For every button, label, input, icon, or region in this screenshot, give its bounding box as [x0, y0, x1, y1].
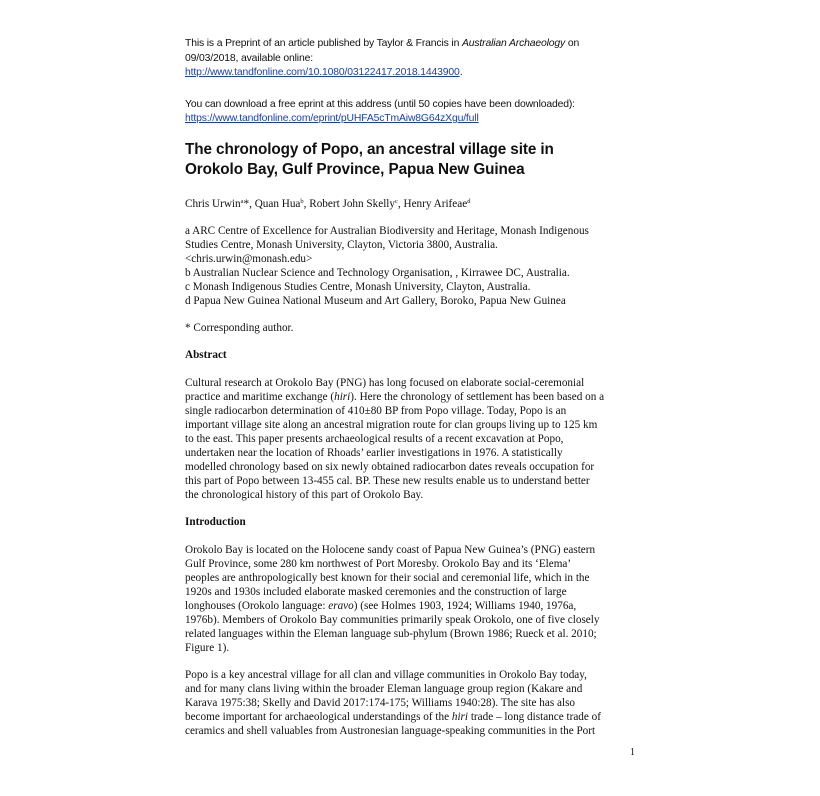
paragraph-line: Karava 1975:38; Skelly and David 2017:174-175; Williams 1940:28). The site has also: [185, 696, 576, 709]
author-affil-sup: d: [467, 197, 471, 205]
paragraph-line: peoples are anthropologically best known for their social and ceremonial life, which in the: [185, 571, 590, 584]
eprint-notice: [185, 98, 637, 127]
affiliation-a: a ARC Centre of Excellence for Australian Biodiversity and Heritage, Monash Indigenous: [185, 224, 589, 237]
preprint-line-2: 09/03/2018, available online:: [185, 52, 313, 64]
abstract-line: single radiocarbon determination of 410±80 BP from Popo village. Today, Popo is an: [185, 404, 567, 417]
intro-paragraph-1: [185, 543, 637, 655]
paragraph-line: Gulf Province, some 280 km northwest of Port Moresby. Orokolo Bay and its ‘Elema’: [185, 557, 572, 570]
paragraph-text: ) (see Holmes 1903, 1924; Williams 1940, 1976a,: [353, 599, 577, 612]
preprint-text: This is a Preprint of an article published by Taylor & Francis in: [185, 38, 462, 49]
eprint-text: You can download a free eprint at this address (until 50 copies have been downloaded):: [185, 98, 575, 110]
preprint-text-end: on: [565, 38, 580, 49]
abstract-line: undertaken near the location of Rhoads’ earlier investigations in 1976. A statistically: [185, 446, 563, 459]
abstract-line: the chronological history of this part of Orokolo Bay.: [185, 488, 424, 501]
paragraph-line: 1920s and 1930s included elaborate masked ceremonies and the construction of large: [185, 585, 567, 598]
author-name: , Robert John Skelly: [303, 197, 396, 210]
paragraph-text: trade – long distance trade of: [468, 710, 601, 723]
paragraph-italic: hiri: [451, 710, 469, 723]
affiliation-b: b Australian Nuclear Science and Technology Organisation, , Kirrawee DC, Australia.: [185, 266, 570, 279]
affiliation-d: d Papua New Guinea National Museum and Art Gallery, Boroko, Papua New Guinea: [185, 294, 566, 307]
article-title: [185, 140, 637, 180]
corresponding-text: * Corresponding author.: [185, 321, 294, 334]
paragraph-line: 1976b). Members of Orokolo Bay communities primarily speak Orokolo, one of five closely: [185, 613, 600, 626]
introduction-heading: Introduction: [185, 515, 246, 528]
eprint-line-2: [185, 112, 637, 127]
paragraph-line: [185, 710, 637, 724]
preprint-line-3: [185, 66, 637, 81]
abstract-line: to the east. This paper presents archaeological results of a recent excavation at Popo,: [185, 432, 564, 445]
author-email: <chris.urwin@monash.edu>: [185, 252, 313, 265]
paragraph-text: longhouses (Orokolo language:: [185, 599, 329, 612]
title-line-1: The chronology of Popo, an ancestral village site in: [185, 140, 554, 158]
paragraph-line: and for many clans living within the broader Eleman language group region (Kakare and: [185, 682, 583, 695]
abstract-line: important village site along an ancestral migration route for clan groups living up to 125 km: [185, 418, 598, 431]
abstract-text: practice and maritime exchange (: [185, 390, 335, 403]
paragraph-text: become important for archaeological understandings of the: [185, 710, 452, 723]
author-name: , Henry Arifeae: [397, 197, 468, 210]
affiliation-a-cont: Studies Centre, Monash University, Clayton, Victoria 3800, Australia.: [185, 238, 498, 251]
author-name: Chris Urwin: [185, 197, 241, 210]
paragraph-line: related languages within the Eleman language sub-phylum (Brown 1986; Rueck et al. 2010;: [185, 627, 597, 640]
abstract-line: this part of Popo between 13-455 cal. BP. These new results enable us to understand better: [185, 474, 590, 487]
journal-name: Australian Archaeology: [461, 38, 566, 49]
abstract-text: ). Here the chronology of settlement has been based on a: [350, 390, 605, 403]
abstract-heading: Abstract: [185, 348, 227, 361]
author-affil-sup: c: [395, 197, 398, 205]
paragraph-line: Figure 1).: [185, 641, 230, 654]
article-doi-link[interactable]: http://www.tandfonline.com/10.1080/03122417.2018.1443900: [185, 67, 460, 78]
page-number: 1: [630, 747, 635, 758]
url-period: .: [459, 67, 463, 78]
preprint-notice: [185, 37, 637, 81]
author-affil-sup: a: [240, 197, 244, 205]
author-list: [185, 197, 637, 211]
author-name: , Quan Hua: [249, 197, 301, 210]
preprint-line-1: [185, 37, 637, 52]
corresponding-star: *: [243, 197, 250, 210]
abstract-line: [185, 390, 637, 404]
paragraph-line: Orokolo Bay is located on the Holocene sandy coast of Papua New Guinea’s (PNG) eastern: [185, 543, 596, 556]
intro-paragraph-2: [185, 668, 637, 738]
eprint-link[interactable]: https://www.tandfonline.com/eprint/pUHFA5cTmAiw8G64zXgu/full: [185, 113, 479, 124]
authors-line: [185, 197, 637, 211]
abstract-italic: hiri: [334, 390, 351, 403]
paragraph-line: [185, 599, 637, 613]
abstract-line: Cultural research at Orokolo Bay (PNG) has long focused on elaborate social-ceremonial: [185, 376, 585, 389]
page-content: [185, 37, 637, 738]
paragraph-line: ceramics and shell valuables from Austronesian language-speaking communities in the Port: [185, 724, 596, 737]
author-affil-sup: b: [300, 197, 304, 205]
abstract-line: modelled chronology based on six newly obtained radiocarbon dates reveals occupation for: [185, 460, 595, 473]
affiliations: [185, 224, 637, 308]
paragraph-italic: eravo: [328, 599, 354, 612]
affiliation-c: c Monash Indigenous Studies Centre, Monash University, Clayton, Australia.: [185, 280, 531, 293]
abstract-body: [185, 376, 637, 502]
title-line-2: Orokolo Bay, Gulf Province, Papua New Guinea: [185, 160, 525, 178]
paragraph-line: Popo is a key ancestral village for all clan and village communities in Orokolo Bay today,: [185, 668, 587, 681]
corresponding-note: [185, 321, 637, 335]
